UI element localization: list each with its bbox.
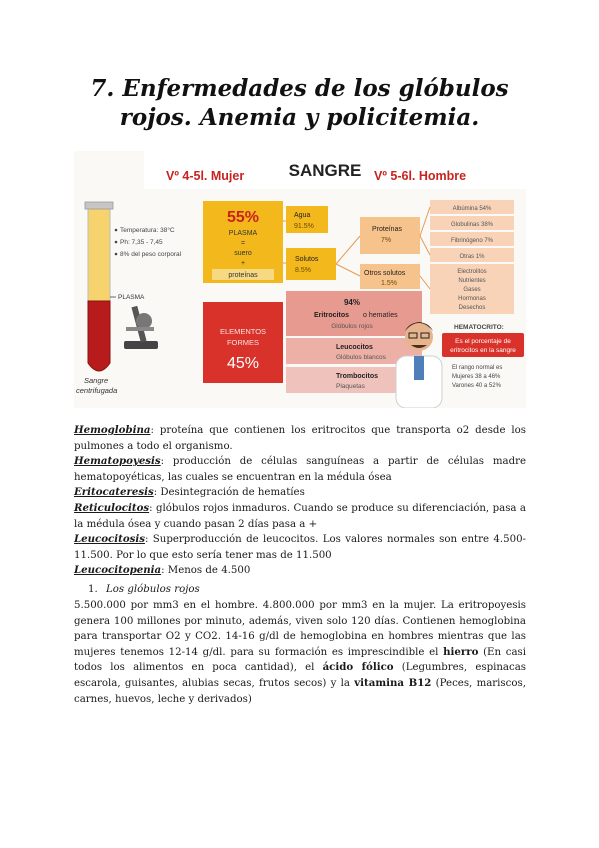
solutos-percent: 8.5%	[295, 267, 311, 274]
text-leucocitosis: : Superproducción de leucocitos. Los valores normales son entre 4.500-11.500. Por lo que esto sería tener mas de 11.500	[74, 534, 526, 561]
definitions-block	[74, 423, 526, 579]
definition-hematopoyesis	[74, 454, 526, 485]
elementos-percent: 45%	[226, 355, 260, 372]
title-line-2: rojos. Anemia y policitemia.	[119, 104, 480, 131]
volume-women: Vº 4-5l. Mujer	[166, 169, 245, 183]
otros-solutos-label: Otros solutos	[364, 270, 406, 277]
section-heading	[88, 584, 200, 595]
elementos-label: ELEMENTOS	[219, 327, 267, 336]
text-leucocitopenia: : Menos de 4.500	[161, 565, 251, 577]
proteinas-percent: 7%	[381, 237, 392, 244]
page-title	[0, 74, 599, 132]
definition-leucocitosis	[74, 532, 526, 563]
leucocitos-sub: Glóbulos blancos	[336, 354, 386, 361]
electrolitos-item: Electrolitos	[457, 269, 487, 275]
sangre-label: Sangre	[84, 376, 109, 385]
trombocitos-sub: Plaquetas	[336, 383, 365, 390]
figure-header: SANGRE	[288, 161, 362, 180]
rango-line-2: Mujeres 38 a 46%	[452, 374, 501, 380]
centrifugada-label: centrifugada	[76, 386, 118, 395]
eritrocitos-sub: Glóbulos rojos	[331, 323, 373, 330]
eritrocitos-label: Eritrocitos	[314, 312, 350, 319]
solutos-box	[286, 248, 336, 280]
globulinas-item: Globulinas 38%	[450, 222, 494, 228]
paragraph-part-2: (En casi todos los alimentos en poca cantidad), el	[74, 646, 526, 674]
term-reticulocitos: Reticulocitos	[74, 501, 150, 514]
hematies-label: o hematíes	[363, 312, 398, 319]
gases-item: Gases	[463, 287, 481, 293]
solutos-label: Solutos	[295, 256, 319, 263]
bold-vitamina-b12: vitamina B12	[354, 676, 432, 689]
bullet-1: Temperatura: 38°C	[120, 227, 175, 234]
volume-men: Vº 5-6l. Hombre	[374, 169, 467, 183]
body-paragraph	[74, 598, 526, 707]
plasma-box-plus: +	[240, 260, 246, 267]
bullet-3: 8% del peso corporal	[120, 251, 182, 258]
test-tube-icon	[85, 202, 113, 371]
definition-hemoglobina	[74, 423, 526, 454]
definition-leucocitopenia	[74, 563, 526, 579]
paragraph-part-4: (Peces, mariscos, carnes, huevos, leche y derivados)	[74, 677, 526, 705]
hematocrito-line-2: eritrocitos en la sangre	[450, 347, 516, 354]
nutrientes-item: Nutrientes	[458, 278, 486, 284]
desechos-item: Desechos	[458, 305, 486, 311]
plasma-box-title: PLASMA	[228, 230, 258, 237]
blood-composition-figure	[74, 151, 526, 408]
section-label: Los glóbulos rojos	[106, 584, 200, 595]
text-reticulocitos: : glóbulos rojos inmaduros. Cuando se produce su diferenciación, pasa a la médula ósea y cuando pasan 2 días pasa a +	[74, 502, 526, 530]
term-hemoglobina: Hemoglobina	[74, 424, 151, 436]
proteinas-label: Proteínas	[372, 226, 402, 233]
rango-line-1: El rango normal es	[452, 365, 503, 371]
bold-acido-folico: ácido fólico	[322, 661, 394, 674]
section-number: 1.	[88, 584, 98, 595]
otras-item: Otras 1%	[459, 254, 485, 260]
trombocitos-label: Trombocitos	[336, 373, 379, 380]
leucocitos-label: Leucocitos	[336, 344, 373, 351]
proteinas-box	[360, 217, 420, 254]
hematocrito-title: HEMATOCRITO:	[454, 324, 504, 331]
fibrinogeno-item: Fibrinógeno 7%	[450, 238, 494, 244]
agua-percent: 91.5%	[294, 223, 314, 230]
term-hematopoyesis: Hematopoyesis	[74, 455, 161, 468]
agua-label: Agua	[294, 212, 311, 219]
plasma-percent: 55%	[226, 209, 260, 226]
bold-hierro: hierro	[443, 645, 479, 658]
albumina-item: Albúmina 54%	[452, 206, 492, 212]
term-leucocitosis: Leucocitosis	[74, 533, 145, 546]
rango-line-3: Varones 40 a 52%	[452, 383, 501, 389]
definition-reticulocitos	[74, 501, 526, 532]
hormonas-item: Hormonas	[458, 296, 486, 302]
paragraph-part-1: 5.500.000 por mm3 en el hombre. 4.800.000 por mm3 en la mujer. La eritropoyesis genera 100 millones por minuto, además, viven solo 120 días. Contienen hemoglobina para transportar O2 y CO2. 14-16 g/dl de hemoglobina en hombres mientras que las mujeres tenemos 12-14 g/dl. para su formación es imprescindible el	[74, 600, 526, 658]
plasma-box-equals: =	[240, 240, 246, 247]
term-eritocateresis: Eritocateresis	[74, 486, 154, 499]
text-hemoglobina: : proteína que contienen los eritrocitos que transporta o2 desde los pulmones a todo el organismo.	[74, 425, 526, 452]
title-line-1: 7. Enfermedades de los glóbulos	[90, 75, 509, 102]
other-solutes-breakdown	[430, 264, 514, 314]
term-leucocitopenia: Leucocitopenia	[74, 564, 162, 577]
bullet-2: Ph: 7,35 - 7,45	[120, 239, 163, 246]
formes-label: FORMES	[226, 338, 260, 347]
eritrocitos-percent: 94%	[343, 298, 361, 307]
text-eritocateresis: : Desintegración de hematíes	[153, 487, 305, 499]
plasma-box-suero: suero	[234, 250, 252, 257]
definition-eritocateresis	[74, 485, 526, 501]
plasma-box-proteinas: proteínas	[228, 272, 258, 279]
paragraph-part-3: (Legumbres, espinacas escarola, guisantes, alubias secas, frutos secos) y la	[74, 662, 527, 689]
otros-solutos-percent: 1.5%	[381, 280, 397, 287]
paragraph-text	[74, 598, 526, 707]
text-hematopoyesis: : producción de células sanguíneas a partir de células madre hematopoyéticas, las cuales se encuentran en la médula ósea	[74, 456, 526, 483]
plasma-side-label: PLASMA	[118, 294, 145, 301]
hematocrito-line-1: Es el porcentaje de	[455, 338, 511, 345]
